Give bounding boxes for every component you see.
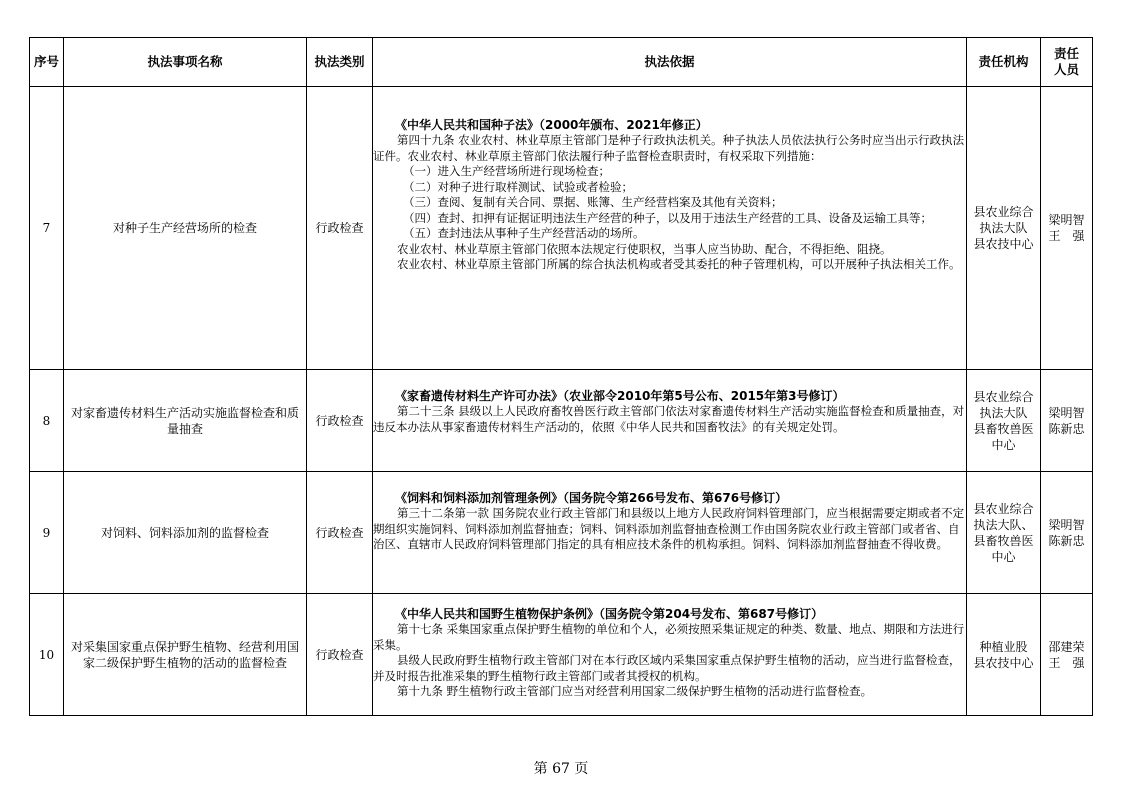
law-title: 《中华人民共和国野生植物保护条例》（国务院令第204号发布、第687号修订） bbox=[395, 607, 824, 621]
item-category: 行政检查 bbox=[307, 472, 373, 594]
law-title: 《家畜遗传材料生产许可办法》（农业部令2010年第5号公布、2015年第3号修订） bbox=[395, 389, 845, 403]
page-number: 第 67 页 bbox=[533, 761, 589, 777]
item-name: 对种子生产经营场所的检查 bbox=[64, 87, 307, 370]
table-row bbox=[30, 87, 1093, 370]
agency-line: 县畜牧兽医 bbox=[973, 421, 1034, 436]
law-clause: 第十九条 野生植物行政主管部门应当对经营利用国家二级保护野生植物的活动进行监督检查。 bbox=[397, 684, 873, 698]
item-category: 行政检查 bbox=[307, 370, 373, 472]
person-name: 王 强 bbox=[1048, 229, 1085, 243]
law-title: 《饲料和饲料添加剂管理条例》（国务院令第266号发布、第676号修订） bbox=[395, 491, 788, 505]
header-row bbox=[30, 38, 1093, 87]
responsible-agency bbox=[967, 594, 1041, 716]
row-no: 7 bbox=[30, 87, 64, 370]
person-name: 邵建荣 bbox=[1048, 639, 1085, 654]
person-name: 梁明智 bbox=[1048, 517, 1085, 532]
responsible-person bbox=[1041, 594, 1093, 716]
responsible-agency bbox=[967, 87, 1041, 370]
law-clause: （一）进入生产经营场所进行现场检查； bbox=[403, 164, 610, 178]
law-clause: 第十七条 采集国家重点保护野生植物的单位和个人，必须按照采集证规定的种类、数量、地点、期限和方法进行采集。 bbox=[373, 622, 965, 652]
person-name: 梁明智 bbox=[1048, 405, 1085, 420]
law-clause: （五）查封违法从事种子生产经营活动的场所。 bbox=[403, 226, 645, 240]
agency-line: 县农业综合 bbox=[973, 389, 1034, 404]
agency-line: 县农技中心 bbox=[973, 237, 1034, 251]
law-title: 《中华人民共和国种子法》（2000年颁布、2021年修正） bbox=[395, 118, 708, 132]
legal-basis bbox=[373, 87, 967, 370]
responsible-agency bbox=[967, 472, 1041, 594]
person-name: 王 强 bbox=[1048, 655, 1085, 670]
agency-line: 执法大队、 bbox=[973, 517, 1034, 532]
responsible-person bbox=[1041, 472, 1093, 594]
agency-line: 中心 bbox=[991, 549, 1016, 564]
law-clause: 县级人民政府野生植物行政主管部门对在本行政区域内采集国家重点保护野生植物的活动，应当进行监督检查，并及时报告批准采集的野生植物行政主管部门或者其授权的机构。 bbox=[373, 653, 961, 683]
law-clause: 第三十二条第一款 国务院农业行政主管部门和县级以上地方人民政府饲料管理部门，应当根据需要定期或者不定期组织实施饲料、饲料添加剂监督抽查；饲料、饲料添加剂监督抽查检测工作由国务院农业行政主管部门或者省、自治区、直辖市人民政府饲料管理部门指定的具有相应技术条件的机构承担。饲料、饲料添加剂监督抽查不得收费。 bbox=[373, 506, 965, 551]
agency-line: 县农业综合 bbox=[973, 501, 1034, 516]
row-no: 9 bbox=[30, 472, 64, 594]
table-row bbox=[30, 370, 1093, 472]
row-no: 8 bbox=[30, 370, 64, 472]
law-clause: 第四十九条 农业农村、林业草原主管部门是种子行政执法机关。种子执法人员依法执行公务时应当出示行政执法证件。农业农村、林业草原主管部门依法履行种子监督检查职责时，有权采取下列措施： bbox=[373, 133, 965, 163]
law-clause: （四）查封、扣押有证据证明违法生产经营的种子，以及用于违法生产经营的工具、设备及运输工具等； bbox=[403, 210, 932, 225]
agency-line: 县农业综合 bbox=[973, 205, 1034, 219]
header-name: 执法事项名称 bbox=[64, 38, 307, 87]
item-name: 对采集国家重点保护野生植物、经营利用国家二级保护野生植物的活动的监督检查 bbox=[64, 594, 307, 716]
responsible-person bbox=[1041, 87, 1093, 370]
agency-line: 执法大队 bbox=[979, 221, 1028, 235]
item-name: 对饲料、饲料添加剂的监督检查 bbox=[64, 472, 307, 594]
table-row bbox=[30, 594, 1093, 716]
table-row bbox=[30, 472, 1093, 594]
header-person-line: 人员 bbox=[1053, 62, 1079, 77]
law-clause: 农业农村、林业草原主管部门所属的综合执法机构或者受其委托的种子管理机构，可以开展种子执法相关工作。 bbox=[397, 257, 961, 271]
law-clause: （二）对种子进行取样测试、试验或者检验； bbox=[403, 179, 633, 194]
law-clause: 农业农村、林业草原主管部门依照本法规定行使职权，当事人应当协助、配合，不得拒绝、阻挠。 bbox=[397, 241, 892, 256]
row-no: 10 bbox=[30, 594, 64, 716]
responsible-person bbox=[1041, 370, 1093, 472]
responsible-agency bbox=[967, 370, 1041, 472]
legal-basis bbox=[373, 594, 967, 716]
agency-line: 中心 bbox=[991, 437, 1016, 452]
law-clause: （三）查阅、复制有关合同、票据、账簿、生产经营档案及其他有关资料； bbox=[403, 195, 783, 209]
legal-basis bbox=[373, 370, 967, 472]
agency-line: 县农技中心 bbox=[973, 655, 1034, 670]
header-person bbox=[1041, 38, 1093, 87]
legal-basis bbox=[373, 472, 967, 594]
agency-line: 种植业股 bbox=[979, 639, 1028, 654]
header-basis: 执法依据 bbox=[373, 38, 967, 87]
person-name: 陈新忠 bbox=[1048, 533, 1085, 548]
enforcement-table bbox=[29, 37, 1093, 716]
item-name: 对家畜遗传材料生产活动实施监督检查和质量抽查 bbox=[64, 370, 307, 472]
header-agency: 责任机构 bbox=[967, 38, 1041, 87]
item-category: 行政检查 bbox=[307, 87, 373, 370]
header-no: 序号 bbox=[30, 38, 64, 87]
person-name: 梁明智 bbox=[1048, 213, 1085, 227]
person-name: 陈新忠 bbox=[1048, 421, 1085, 436]
law-clause: 第二十三条 县级以上人民政府畜牧兽医行政主管部门依法对家畜遗传材料生产活动实施监督检查和质量抽查，对违反本办法从事家畜遗传材料生产活动的，依照《中华人民共和国畜牧法》的有关规定处罚。 bbox=[373, 404, 965, 434]
header-person-line: 责任 bbox=[1053, 46, 1079, 61]
item-category: 行政检查 bbox=[307, 594, 373, 716]
agency-line: 执法大队 bbox=[979, 405, 1028, 420]
header-category: 执法类别 bbox=[307, 38, 373, 87]
agency-line: 县畜牧兽医 bbox=[973, 533, 1034, 548]
